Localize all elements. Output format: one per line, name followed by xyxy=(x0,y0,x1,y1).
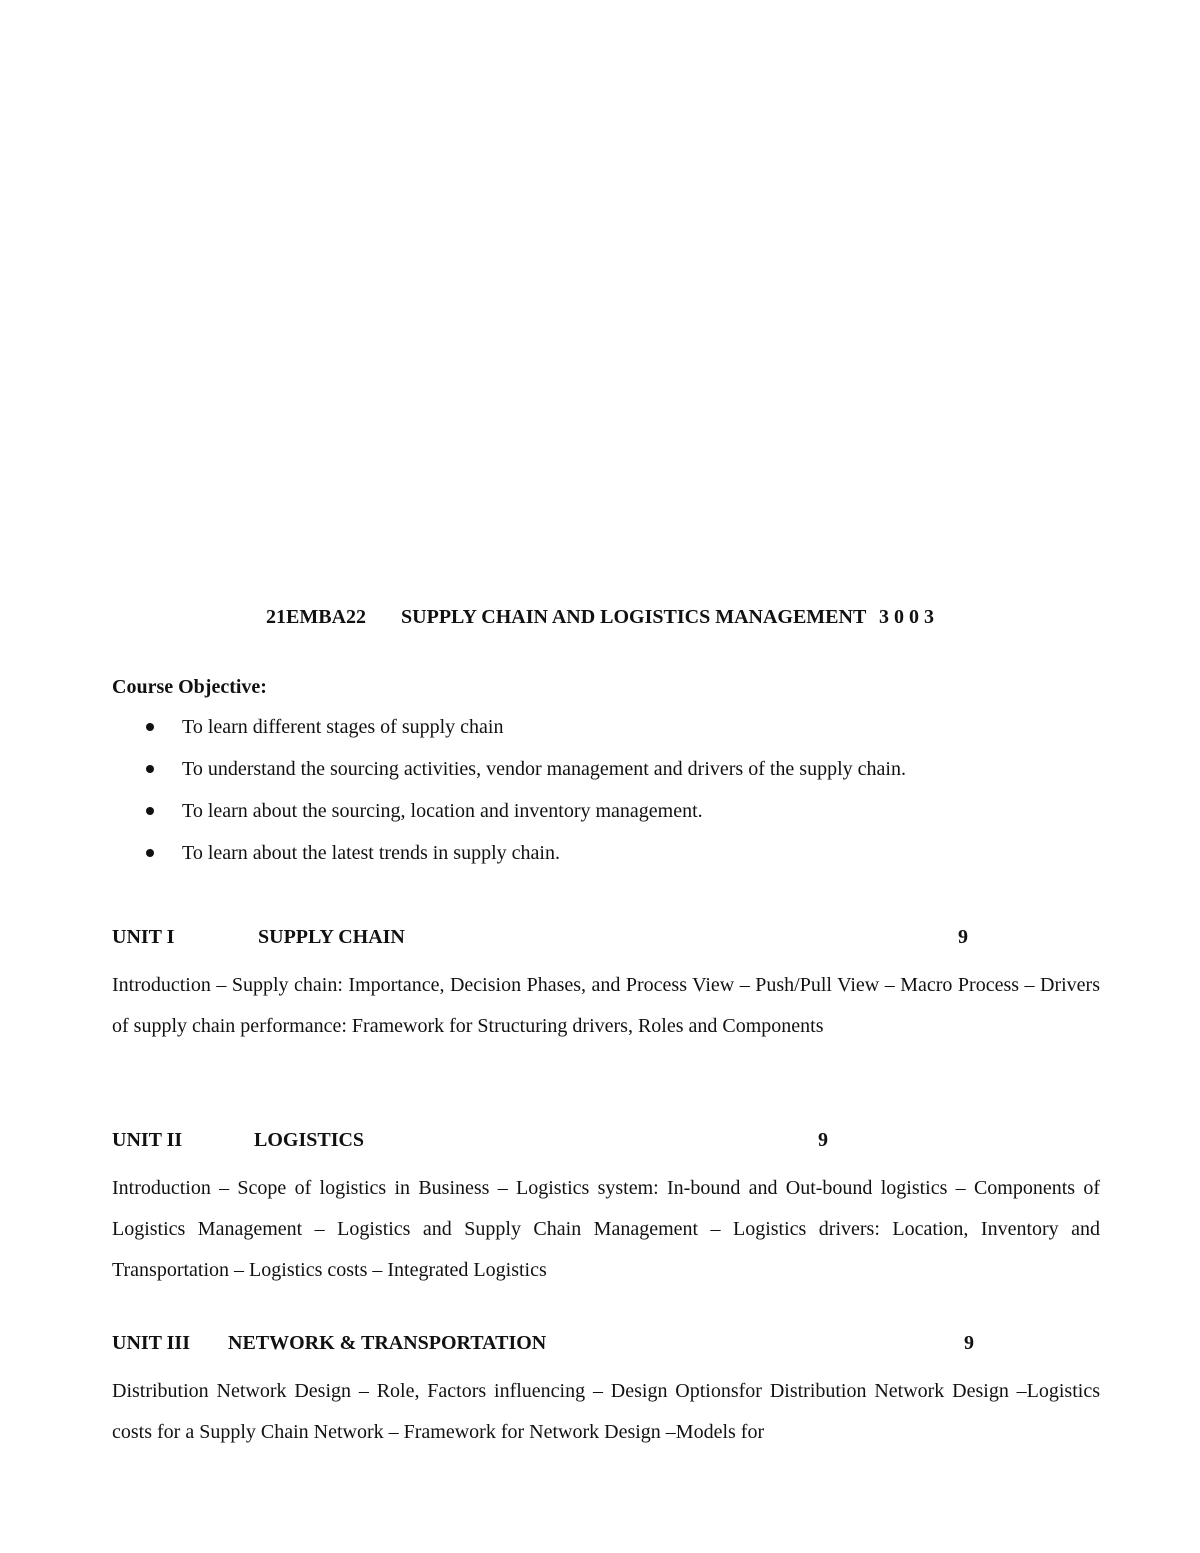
unit-heading xyxy=(112,1330,1100,1356)
objective-text: To understand the sourcing activities, vendor management and drivers of the supply chain. xyxy=(182,758,906,780)
list-item xyxy=(112,840,906,882)
unit-description: Distribution Network Design – Role, Factors influencing – Design Optionsfor Distribution Network Design –Logistics costs for a Supply Chain Network – Framework for Network Design –Models for xyxy=(112,1380,1100,1443)
unit-section xyxy=(112,1330,1100,1453)
objective-list xyxy=(112,714,906,882)
unit-section xyxy=(112,1127,1100,1291)
bullet-icon xyxy=(146,807,154,815)
unit-heading xyxy=(112,924,1100,950)
unit-section xyxy=(112,924,1100,1047)
course-objective-heading: Course Objective: xyxy=(112,676,267,698)
course-title: SUPPLY CHAIN AND LOGISTICS MANAGEMENT xyxy=(401,606,866,628)
unit-name: LOGISTICS xyxy=(254,1129,365,1151)
unit-name: NETWORK & TRANSPORTATION xyxy=(228,1332,547,1354)
objective-text: To learn different stages of supply chain xyxy=(182,716,504,738)
unit-hours: 9 xyxy=(958,926,968,948)
unit-description: Introduction – Supply chain: Importance, Decision Phases, and Process View – Push/Pull View – Macro Process – Drivers of supply chain performance: Framework for Structuring drivers, Roles and Components xyxy=(112,974,1100,1037)
unit-label: UNIT I xyxy=(112,926,175,948)
objective-text: To learn about the sourcing, location and inventory management. xyxy=(182,800,703,822)
bullet-icon xyxy=(146,765,154,773)
bullet-icon xyxy=(146,723,154,731)
unit-hours: 9 xyxy=(964,1332,974,1354)
list-item xyxy=(112,756,906,798)
list-item xyxy=(112,714,906,756)
bullet-icon xyxy=(146,849,154,857)
course-credits: 3 0 0 3 xyxy=(878,606,934,628)
list-item xyxy=(112,798,906,840)
unit-description: Introduction – Scope of logistics in Business – Logistics system: In-bound and Out-bound logistics – Components of Logistics Management – Logistics and Supply Chain Management – Logistics drivers: Location, Inventory and Transportation – Logistics costs – Integrated Logistics xyxy=(112,1177,1100,1281)
course-code: 21EMBA22 xyxy=(266,606,367,628)
unit-label: UNIT III xyxy=(112,1332,190,1354)
unit-label: UNIT II xyxy=(112,1129,183,1151)
unit-heading xyxy=(112,1127,1100,1153)
unit-name: SUPPLY CHAIN xyxy=(258,926,405,948)
course-title-row xyxy=(0,606,1200,629)
objective-text: To learn about the latest trends in supply chain. xyxy=(182,842,560,864)
unit-hours: 9 xyxy=(818,1129,828,1151)
